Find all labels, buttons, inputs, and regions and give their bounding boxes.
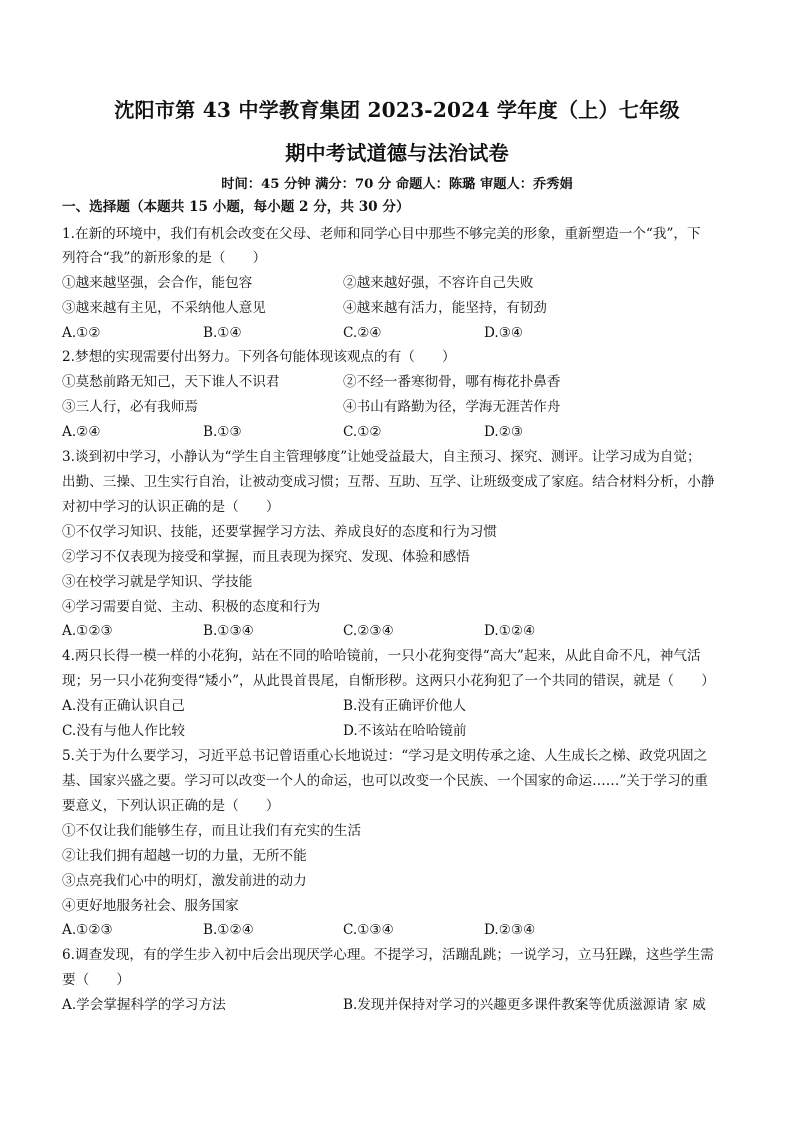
q5-option-c: C.①③④	[343, 922, 394, 938]
q1-statement-4: ④越来越有活力，能坚持，有韧劲	[343, 300, 547, 316]
q5-stem-line2: 基、国家兴盛之要。学习可以改变一个人的命运，也可以改变一个民族、一个国家的命运……”关于学习的重	[62, 773, 708, 789]
q3-option-d: D.①②④	[484, 623, 536, 639]
q4-option-b: B.没有正确评价他人	[343, 698, 467, 714]
q5-option-b: B.①②④	[203, 922, 254, 938]
q2-option-b: B.①③	[203, 424, 242, 440]
q1-statement-3: ③越来越有主见，不采纳他人意见	[62, 300, 266, 316]
exam-meta-info: 时间：45 分钟 满分：70 分 命题人：陈璐 审题人：乔秀娟	[221, 177, 573, 192]
q2-option-d: D.②③	[484, 424, 524, 440]
q5-statement-3: ③点亮我们心中的明灯，激发前进的动力	[62, 873, 307, 889]
q4-option-d: D.不该站在哈哈镜前	[343, 723, 467, 739]
exam-title-line2: 期中考试道德与法治试卷	[285, 141, 509, 165]
q1-statement-2: ②越来越好强，不容许自己失败	[343, 275, 534, 291]
q1-option-d: D.③④	[484, 325, 524, 341]
q1-option-a: A.①②	[62, 325, 101, 341]
q5-option-d: D.②③④	[484, 922, 536, 938]
q5-statement-4: ④更好地服务社会、服务国家	[62, 898, 239, 914]
q3-statement-2: ②学习不仅表现为接受和掌握，而且表现为探究、发现、体验和感悟	[62, 549, 470, 565]
q3-statement-1: ①不仅学习知识、技能，还要掌握学习方法、养成良好的态度和行为习惯	[62, 524, 497, 540]
q4-option-c: C.没有与他人作比较	[62, 723, 185, 739]
q6-option-b: B.发现并保持对学习的兴趣更多课件教案等优质滋源请 家 威	[343, 997, 706, 1013]
q2-statement-4: ④书山有路勤为径，学海无涯苦作舟	[343, 399, 561, 415]
q2-statement-1: ①莫愁前路无知己，天下谁人不识君	[62, 374, 280, 390]
exam-title-line1: 沈阳市第 43 中学教育集团 2023-2024 学年度（上）七年级	[114, 98, 680, 122]
q1-option-c: C.②④	[343, 325, 382, 341]
q4-stem-line1: 4.两只长得一模一样的小花狗，站在不同的哈哈镜前，一只小花狗变得“高大”起来，从此自命不凡，神气活	[62, 648, 701, 664]
q6-stem-line2: 要（ ）	[62, 972, 130, 988]
q3-option-c: C.②③④	[343, 623, 394, 639]
q3-stem-line2: 出勤、三操、卫生实行自治，让被动变成习惯；互帮、互助、互学、让班级变成了家庭。结合材料分析，小静	[62, 474, 715, 490]
q5-statement-1: ①不仅让我们能够生存，而且让我们有充实的生活	[62, 823, 362, 839]
q1-statement-1: ①越来越坚强，会合作，能包容	[62, 275, 253, 291]
q2-option-a: A.②④	[62, 424, 101, 440]
q3-statement-3: ③在校学习就是学知识、学技能	[62, 574, 253, 590]
q2-statement-2: ②不经一番寒彻骨，哪有梅花扑鼻香	[343, 374, 561, 390]
q3-option-b: B.①③④	[203, 623, 254, 639]
q6-stem-line1: 6.调查发现，有的学生步入初中后会出现厌学心理。不提学习，活蹦乱跳；一说学习，立马狂躁，这些学生需	[62, 947, 714, 963]
q4-stem-line2: 现；另一只小花狗变得“矮小”，从此畏首畏尾，自惭形秽。这两只小花狗犯了一个共同的错误，就是（ ）	[62, 673, 715, 689]
q5-option-a: A.①②③	[62, 922, 113, 938]
q4-option-a: A.没有正确认识自己	[62, 698, 185, 714]
q5-stem-line3: 要意义，下列认识正确的是（ ）	[62, 798, 280, 814]
q5-stem-line1: 5.关于为什么要学习，习近平总书记曾语重心长地说过：“学习是文明传承之途、人生成长之梯、政党巩固之	[62, 748, 708, 764]
q3-stem-line3: 对初中学习的认识正确的是（ ）	[62, 499, 280, 515]
q1-option-b: B.①④	[203, 325, 242, 341]
q2-stem-line1: 2.梦想的实现需要付出努力。下列各句能体现该观点的有（ ）	[62, 349, 456, 365]
q6-option-a: A.学会掌握科学的学习方法	[62, 997, 226, 1013]
q1-stem-line1: 1.在新的环境中，我们有机会改变在父母、老师和同学心目中那些不够完美的形象，重新塑造一个“我”，下	[62, 226, 701, 242]
q2-statement-3: ③三人行，必有我师焉	[62, 399, 198, 415]
q3-statement-4: ④学习需要自觉、主动、积极的态度和行为	[62, 599, 321, 615]
q3-stem-line1: 3.谈到初中学习，小静认为“学生自主管理够度”让她受益最大，自主预习、探究、测评。让学习成为自觉；	[62, 449, 701, 465]
q3-option-a: A.①②③	[62, 623, 113, 639]
q2-option-c: C.①②	[343, 424, 382, 440]
q1-stem-line2: 列符合“我”的新形象的是（ ）	[62, 250, 267, 266]
section-heading: 一、选择题（本题共 15 小题，每小题 2 分，共 30 分）	[62, 199, 410, 215]
q5-statement-2: ②让我们拥有超越一切的力量，无所不能	[62, 848, 307, 864]
